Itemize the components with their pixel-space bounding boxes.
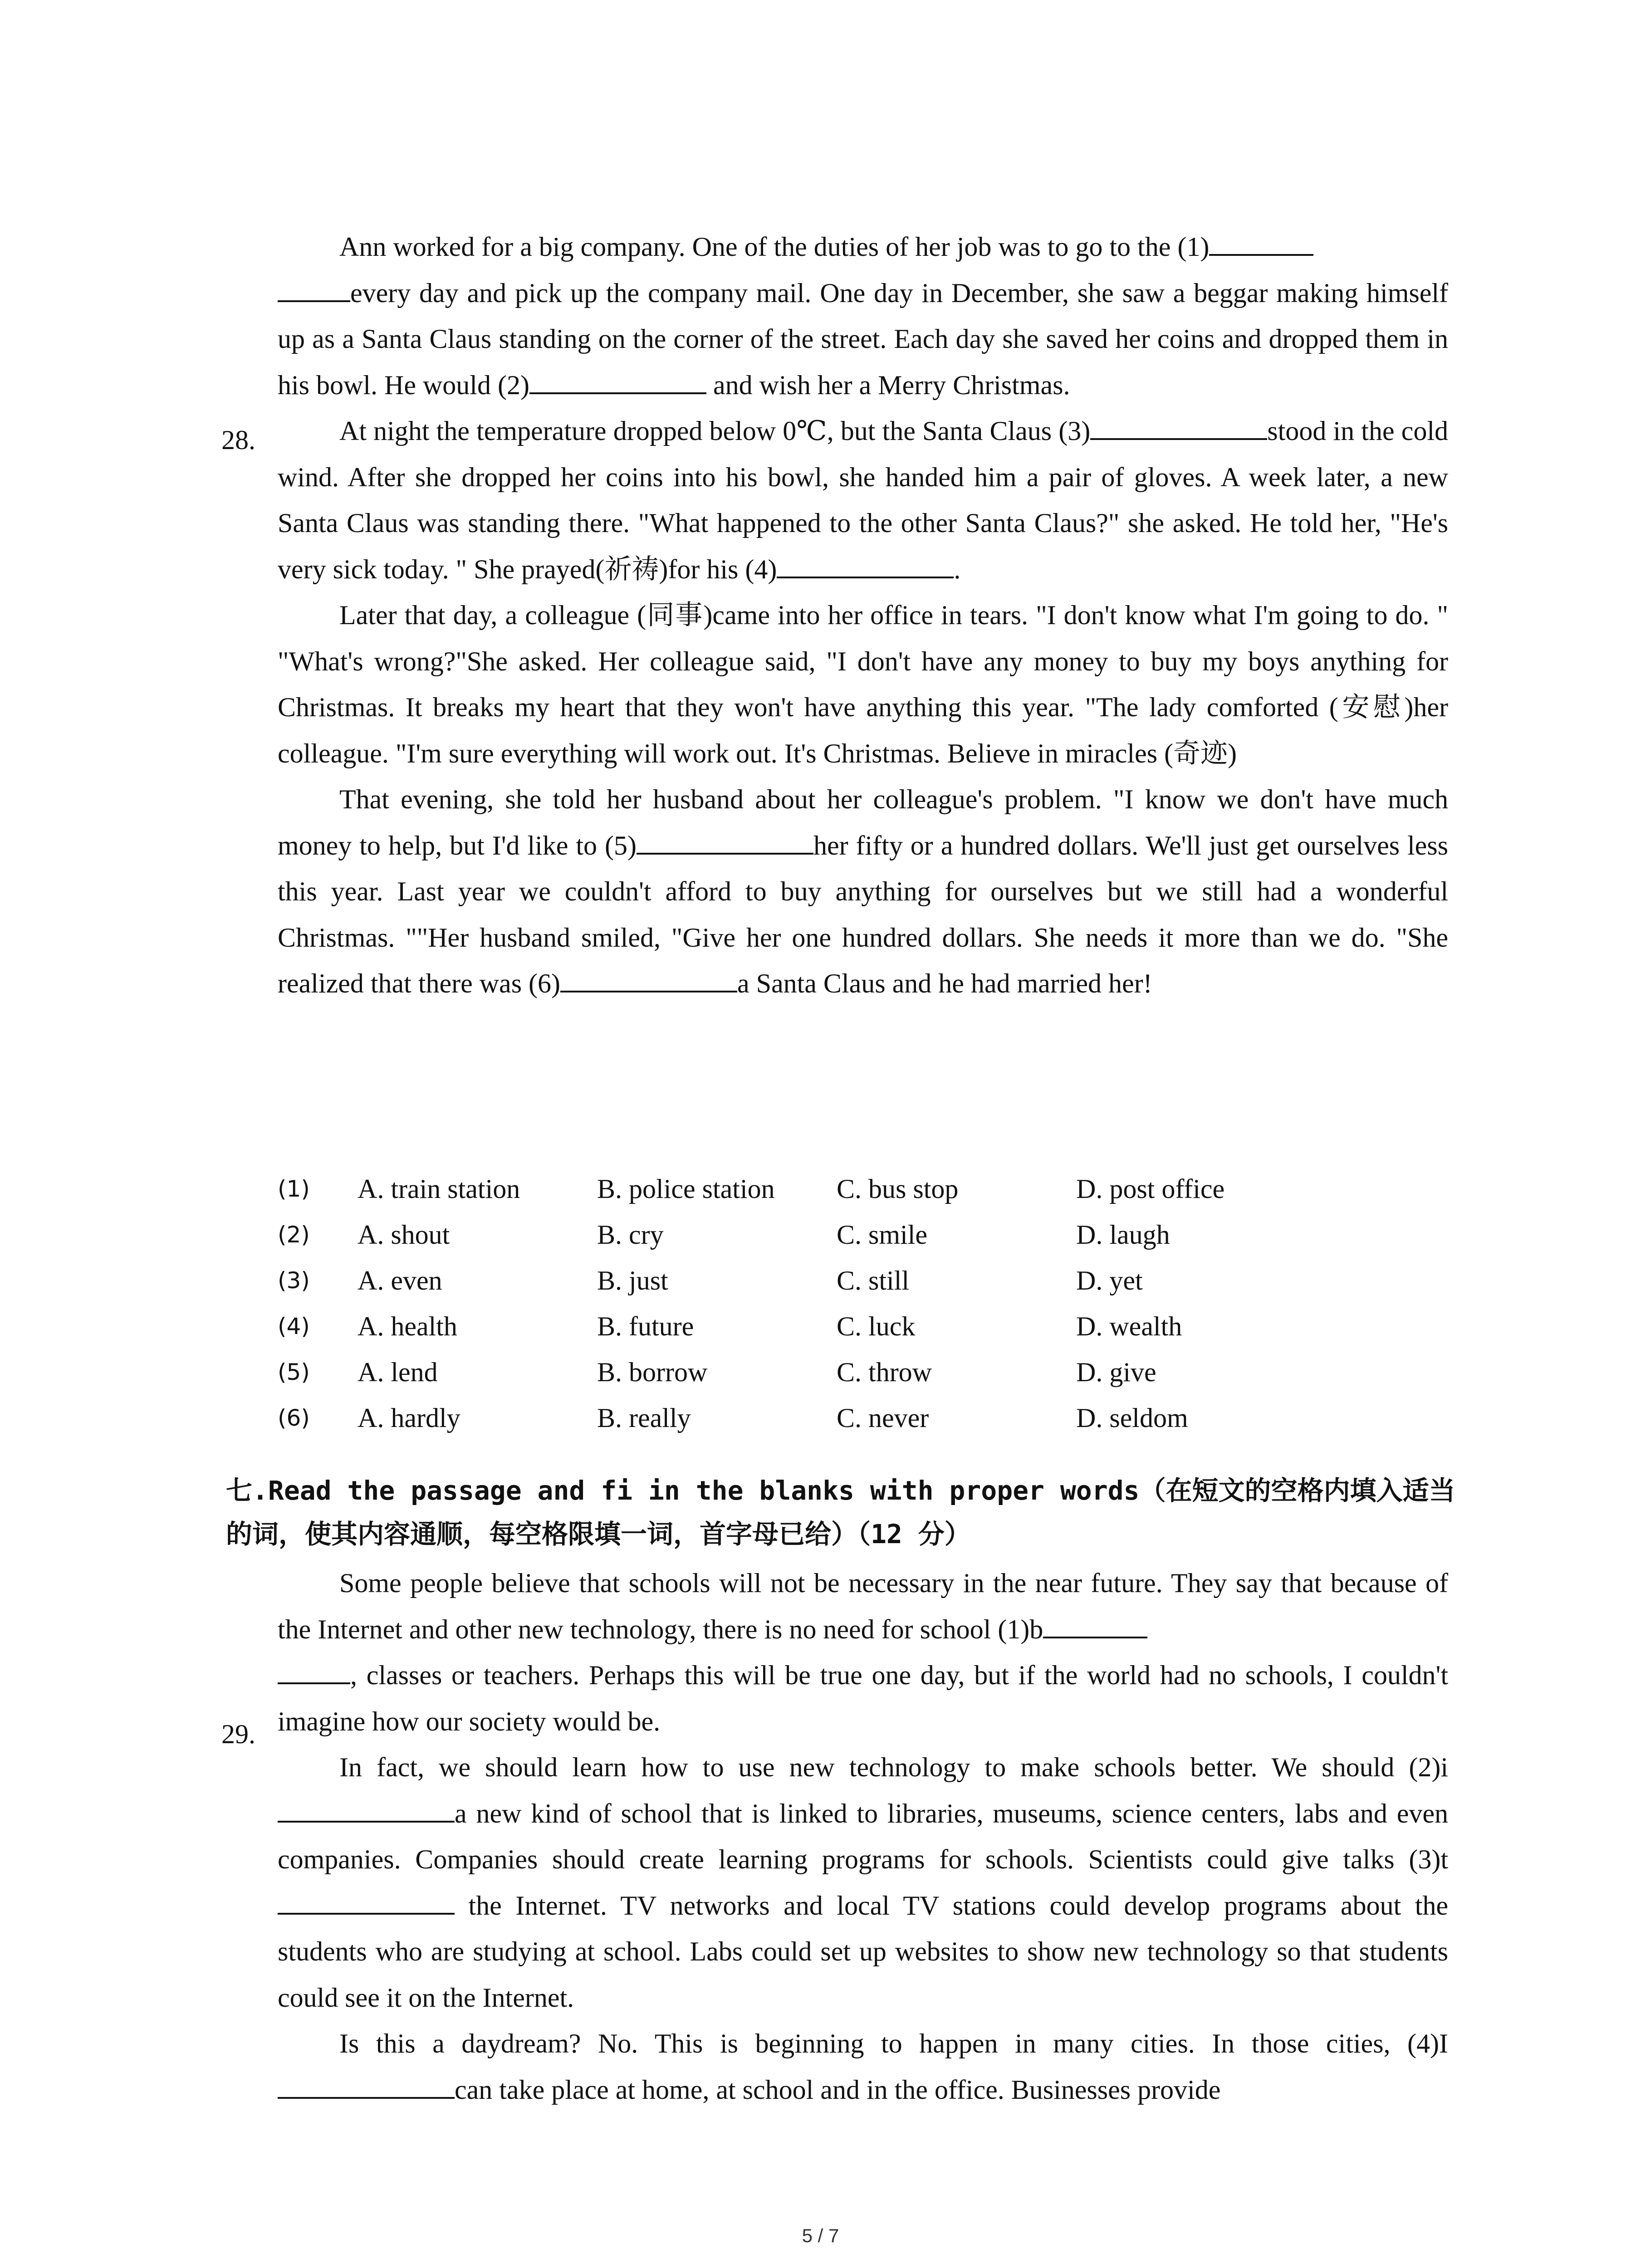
section-heading: 七.Read the passage and fi in the blanks with proper words（在短文的空格内填入适当的词，使其内容通顺，每空格限填一词，首字母已给）（12 分）: [226, 1475, 1455, 1549]
option-row: [278, 1395, 1457, 1441]
text-fragment: At night the temperature dropped below 0℃, but the Santa Claus (3): [339, 416, 1091, 446]
option-number: (2): [278, 1222, 310, 1248]
blank-1[interactable]: [1209, 227, 1313, 256]
text-fragment: every day and pick up the company mail. One day in December, she saw a beggar making himself up as a Santa Claus standing on the corner of the street. Each day she saved her coins and dropped them in his bowl. He would (2): [278, 278, 1448, 400]
option-d[interactable]: D. yet: [1076, 1266, 1143, 1295]
text-fragment: That evening, she told her husband about her colleague's problem. "I know we don't have much money to help, but I'd like to (5): [278, 784, 1448, 860]
page-number: 5 / 7: [802, 2225, 839, 2246]
blank-6[interactable]: [560, 963, 737, 992]
option-b[interactable]: B. borrow: [597, 1357, 708, 1387]
passage-29-paragraph-2: [278, 1745, 1448, 2021]
option-b[interactable]: B. cry: [597, 1220, 664, 1250]
text-fragment: a new kind of school that is linked to libraries, museums, science centers, labs and even companies. Companies should create learning programs for schools. Scientists could give talks (3)t: [278, 1798, 1448, 1874]
text-fragment: , classes or teachers. Perhaps this will be true one day, but if the world had no schools, I couldn't imagine how our society would be.: [278, 1660, 1448, 1736]
blank-3[interactable]: [1090, 411, 1267, 440]
option-a[interactable]: A. hardly: [358, 1403, 460, 1433]
option-c[interactable]: C. smile: [837, 1220, 928, 1250]
text-fragment: Is this a daydream? No. This is beginning to happen in many cities. In those cities, (4)I: [339, 2028, 1448, 2058]
text-fragment: stood in the cold wind. After she dropped her coins into his bowl, she handed him a pair of gloves. A week later, a new Santa Claus was standing there. "What happened to the other Santa Claus?" she asked. He told her, "He's very sick today. " She prayed(祈祷)for his (4): [278, 416, 1448, 584]
text-fragment: In fact, we should learn how to use new technology to make schools better. We should (2)i: [339, 1752, 1448, 1782]
blank-1-continued[interactable]: [278, 1655, 350, 1684]
blank-4[interactable]: [777, 549, 954, 578]
blank-5[interactable]: [637, 826, 813, 855]
text-fragment: the Internet. TV networks and local TV stations could develop programs about the students who are studying at school. Labs could set up websites to show new technology so that students could see it on the Internet.: [278, 1890, 1448, 2013]
passage-28-paragraph-4: [278, 777, 1448, 1007]
option-a[interactable]: A. train station: [358, 1174, 520, 1204]
text-fragment: can take place at home, at school and in the office. Businesses provide: [455, 2074, 1221, 2105]
option-c[interactable]: C. still: [837, 1266, 910, 1295]
option-number: (1): [278, 1176, 310, 1202]
option-row: [278, 1166, 1457, 1212]
blank-1-continued[interactable]: [278, 273, 350, 302]
text-fragment: Some people believe that schools will not be necessary in the near future. They say that because of the Internet and other new technology, there is no need for school (1)b: [278, 1568, 1448, 1644]
option-a[interactable]: A. shout: [358, 1220, 450, 1250]
option-number: (6): [278, 1405, 310, 1431]
question-number-28: 28.: [221, 425, 255, 455]
option-c[interactable]: C. luck: [837, 1311, 916, 1341]
question-number-29: 29.: [221, 1719, 255, 1749]
text-fragment: .: [954, 554, 961, 584]
option-d[interactable]: D. wealth: [1076, 1311, 1182, 1341]
blank-3[interactable]: [278, 1886, 455, 1915]
option-a[interactable]: A. health: [358, 1311, 457, 1341]
option-row: [278, 1304, 1457, 1349]
text-fragment: Ann worked for a big company. One of the duties of her job was to go to the (1): [339, 232, 1210, 262]
option-row: [278, 1212, 1457, 1258]
blank-1[interactable]: [1043, 1609, 1147, 1638]
text-fragment: a Santa Claus and he had married her!: [737, 968, 1152, 998]
option-d[interactable]: D. give: [1076, 1357, 1156, 1387]
passage-28-paragraph-2: [278, 408, 1448, 592]
option-c[interactable]: C. bus stop: [837, 1174, 959, 1204]
options-table: [278, 1166, 1457, 1441]
option-d[interactable]: D. seldom: [1076, 1403, 1188, 1433]
option-b[interactable]: B. just: [597, 1266, 668, 1295]
option-row: [278, 1258, 1457, 1304]
text-fragment: her fifty or a hundred dollars. We'll just get ourselves less this year. Last year we couldn't afford to buy anything for ourselves but we still had a wonderful Christmas. ""Her husband smiled, "Give her one hundred dollars. She needs it more than we do. "She realized that there was (6): [278, 830, 1448, 998]
option-number: (3): [278, 1267, 310, 1294]
option-a[interactable]: A. even: [358, 1266, 442, 1295]
passage-29: [278, 1560, 1448, 2113]
blank-2[interactable]: [278, 1794, 455, 1823]
option-row: [278, 1349, 1457, 1395]
option-d[interactable]: D. post office: [1076, 1174, 1225, 1204]
option-b[interactable]: B. police station: [597, 1174, 775, 1204]
option-b[interactable]: B. really: [597, 1403, 691, 1433]
passage-28-paragraph-3: Later that day, a colleague (同事)came into her office in tears. "I don't know what I'm going to do. " "What's wrong?"She asked. Her colleague said, "I don't have any money to buy my boys anything for Christmas. It breaks my heart that they won't have anything this year. "The lady comforted (安慰)her colleague. "I'm sure everything will work out. It's Christmas. Believe in miracles (奇迹): [278, 600, 1448, 768]
passage-28: [278, 224, 1448, 1007]
option-c[interactable]: C. never: [837, 1403, 929, 1433]
blank-4[interactable]: [278, 2070, 455, 2099]
passage-28-paragraph-1: [278, 224, 1448, 408]
option-number: (5): [278, 1359, 310, 1385]
option-c[interactable]: C. throw: [837, 1357, 932, 1387]
option-number: (4): [278, 1313, 310, 1339]
option-b[interactable]: B. future: [597, 1311, 694, 1341]
option-d[interactable]: D. laugh: [1076, 1220, 1170, 1250]
blank-2[interactable]: [529, 365, 706, 394]
text-fragment: and wish her a Merry Christmas.: [706, 370, 1070, 400]
option-a[interactable]: A. lend: [358, 1357, 438, 1387]
passage-29-paragraph-1: [278, 1560, 1448, 1745]
passage-29-paragraph-3: [278, 2021, 1448, 2113]
